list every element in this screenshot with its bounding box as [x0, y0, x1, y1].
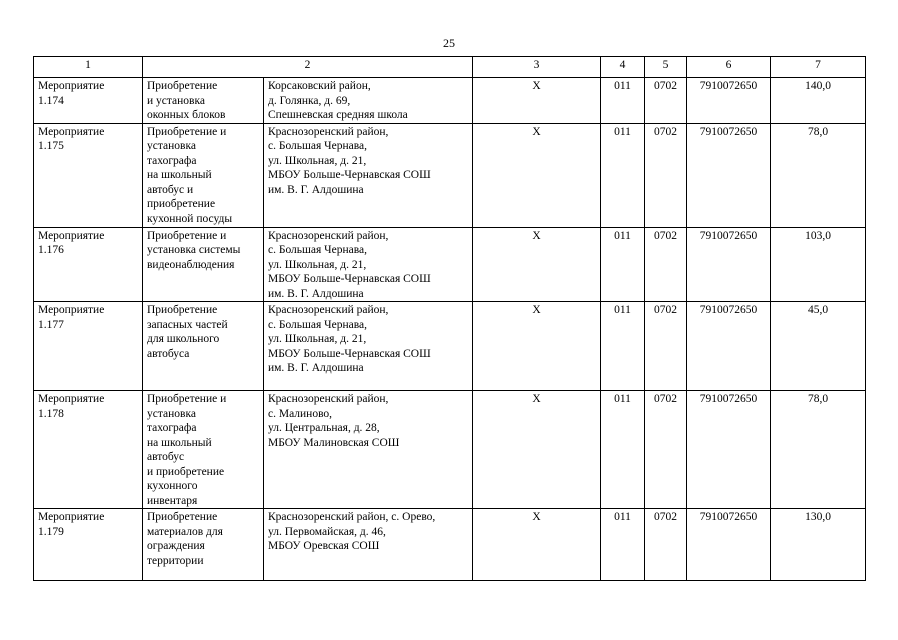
measure-location-cell-line: Краснозоренский район, — [268, 304, 389, 316]
measure-description-cell-line: запасных частей — [147, 318, 228, 331]
header-col-4: 4 — [601, 57, 645, 78]
measure-location-cell-line: им. В. Г. Алдошина — [268, 287, 364, 300]
table-row — [34, 391, 866, 509]
table-row — [34, 509, 866, 581]
measure-location-cell-line: с. Большая Чернава, — [268, 244, 368, 256]
measure-description-cell-line: установка системы — [147, 244, 241, 256]
col5-cell: 0702 — [645, 123, 687, 227]
measure-description-cell-line: и приобретение — [147, 465, 225, 478]
measure-location-cell-line: МБОУ Оревская СОШ — [268, 540, 380, 552]
col6-cell: 7910072650 — [687, 302, 771, 391]
page-number: 25 — [443, 36, 455, 50]
measure-description-cell-line: для школьного — [147, 333, 220, 345]
measure-description-cell-line: автобус и — [147, 183, 194, 196]
measure-description-cell-line: тахографа — [147, 422, 197, 434]
measure-description-cell — [143, 302, 264, 391]
measure-location-cell-line: Краснозоренский район, — [268, 393, 389, 405]
measure-description-cell-line: Приобретение и — [147, 393, 227, 405]
measure-location-cell-line: с. Большая Чернава, — [268, 318, 368, 331]
header-col-5: 5 — [645, 57, 687, 78]
measure-description-cell — [143, 78, 264, 124]
measure-description-cell — [143, 227, 264, 302]
measure-description-cell-line: инвентаря — [147, 494, 198, 507]
amount-cell: 78,0 — [771, 123, 866, 227]
measure-description-cell-line: ограждения — [147, 540, 205, 552]
measure-location-cell — [264, 391, 473, 509]
amount-cell: 45,0 — [771, 302, 866, 391]
col6-cell: 7910072650 — [687, 391, 771, 509]
measure-id-cell-line: Мероприятие — [38, 125, 105, 138]
measure-id-cell — [34, 227, 143, 302]
measure-description-cell-line: кухонной посуды — [147, 212, 233, 225]
measure-location-cell-line: МБОУ Больше-Чернавская СОШ — [268, 169, 431, 181]
measure-location-cell-line: с. Малиново, — [268, 407, 333, 420]
col6-cell: 7910072650 — [687, 78, 771, 124]
measure-location-cell-line: им. В. Г. Алдошина — [268, 183, 364, 196]
header-col-3: 3 — [473, 57, 601, 78]
measure-location-cell — [264, 302, 473, 391]
measure-description-cell-line: оконных блоков — [147, 109, 226, 121]
measures-table — [33, 56, 866, 581]
measure-description-cell-line: Приобретение и — [147, 229, 227, 242]
measure-description-cell-line: Приобретение — [147, 80, 218, 92]
measure-location-cell-line: ул. Школьная, д. 21, — [268, 258, 367, 271]
measure-id-cell-line: Мероприятие — [38, 304, 105, 316]
col3-cell: X — [473, 302, 601, 391]
measure-location-cell-line: Краснозоренский район, — [268, 229, 389, 242]
measure-location-cell-line: Спешневская средняя школа — [268, 109, 408, 121]
col5-cell: 0702 — [645, 509, 687, 581]
table-header-row — [34, 57, 866, 78]
header-col-6: 6 — [687, 57, 771, 78]
measure-location-cell-line: ул. Школьная, д. 21, — [268, 154, 367, 167]
measure-location-cell-line: ул. Центральная, д. 28, — [268, 422, 380, 434]
table-row — [34, 123, 866, 227]
measure-id-cell-line: 1.175 — [38, 140, 64, 152]
measure-description-cell-line: установка — [147, 140, 196, 152]
measure-location-cell-line: им. В. Г. Алдошина — [268, 362, 364, 374]
amount-cell: 103,0 — [771, 227, 866, 302]
table-row — [34, 227, 866, 302]
measure-location-cell-line: Краснозоренский район, — [268, 125, 389, 138]
col4-cell: 011 — [601, 391, 645, 509]
col3-cell: X — [473, 227, 601, 302]
col5-cell: 0702 — [645, 78, 687, 124]
measure-description-cell-line: Приобретение и — [147, 125, 227, 138]
measure-location-cell-line: МБОУ Малиновская СОШ — [268, 436, 400, 449]
col3-cell: X — [473, 78, 601, 124]
measure-description-cell-line: видеонаблюдения — [147, 258, 235, 271]
measure-id-cell-line: 1.177 — [38, 318, 64, 331]
table-row — [34, 78, 866, 124]
measure-description-cell-line: тахографа — [147, 154, 197, 167]
col5-cell: 0702 — [645, 391, 687, 509]
measure-id-cell-line: Мероприятие — [38, 229, 105, 242]
measure-description-cell-line: территории — [147, 554, 204, 567]
measure-description-cell-line: Приобретение — [147, 304, 218, 316]
col6-cell: 7910072650 — [687, 509, 771, 581]
col5-cell: 0702 — [645, 302, 687, 391]
col3-cell: X — [473, 509, 601, 581]
measure-description-cell — [143, 509, 264, 581]
measure-description-cell-line: кухонного — [147, 480, 198, 492]
col4-cell: 011 — [601, 227, 645, 302]
measure-description-cell-line: автобус — [147, 451, 185, 463]
measure-description-cell-line: на школьный — [147, 436, 212, 449]
col4-cell: 011 — [601, 509, 645, 581]
header-col-2: 2 — [143, 57, 473, 78]
measure-description-cell-line: Приобретение — [147, 511, 218, 523]
measure-id-cell-line: 1.174 — [38, 94, 64, 107]
amount-cell: 140,0 — [771, 78, 866, 124]
measure-location-cell-line: ул. Школьная, д. 21, — [268, 333, 367, 345]
col5-cell: 0702 — [645, 227, 687, 302]
measure-id-cell — [34, 78, 143, 124]
measure-description-cell — [143, 391, 264, 509]
table-row — [34, 302, 866, 391]
measure-location-cell-line: ул. Первомайская, д. 46, — [268, 525, 386, 538]
col6-cell: 7910072650 — [687, 227, 771, 302]
measure-id-cell — [34, 391, 143, 509]
measure-id-cell-line: Мероприятие — [38, 393, 105, 405]
measure-location-cell-line: д. Голянка, д. 69, — [268, 94, 351, 107]
measure-location-cell-line: с. Большая Чернава, — [268, 140, 368, 152]
measure-id-cell — [34, 509, 143, 581]
col4-cell: 011 — [601, 123, 645, 227]
measure-description-cell-line: установка — [147, 407, 196, 420]
col4-cell: 011 — [601, 78, 645, 124]
measure-description-cell-line: на школьный — [147, 169, 212, 181]
col3-cell: X — [473, 123, 601, 227]
amount-cell: 130,0 — [771, 509, 866, 581]
measure-location-cell-line: Краснозоренский район, с. Орево, — [268, 511, 436, 523]
header-col-7: 7 — [771, 57, 866, 78]
measure-id-cell-line: 1.179 — [38, 525, 64, 538]
measure-location-cell-line: Корсаковский район, — [268, 80, 371, 92]
measure-location-cell-line: МБОУ Больше-Чернавская СОШ — [268, 347, 431, 360]
amount-cell: 78,0 — [771, 391, 866, 509]
header-col-1: 1 — [34, 57, 143, 78]
measure-description-cell-line: приобретение — [147, 198, 216, 210]
measure-id-cell — [34, 123, 143, 227]
measure-location-cell — [264, 78, 473, 124]
measure-id-cell-line: 1.178 — [38, 407, 64, 420]
measure-location-cell — [264, 123, 473, 227]
measure-description-cell-line: и установка — [147, 94, 206, 107]
col3-cell: X — [473, 391, 601, 509]
measure-description-cell-line: материалов для — [147, 525, 223, 538]
measure-id-cell-line: Мероприятие — [38, 80, 105, 92]
measure-description-cell — [143, 123, 264, 227]
measure-description-cell-line: автобуса — [147, 347, 190, 360]
col6-cell: 7910072650 — [687, 123, 771, 227]
measure-location-cell — [264, 509, 473, 581]
measure-location-cell — [264, 227, 473, 302]
measure-location-cell-line: МБОУ Больше-Чернавская СОШ — [268, 273, 431, 285]
col4-cell: 011 — [601, 302, 645, 391]
measure-id-cell-line: Мероприятие — [38, 511, 105, 523]
measure-id-cell — [34, 302, 143, 391]
measure-id-cell-line: 1.176 — [38, 244, 64, 256]
